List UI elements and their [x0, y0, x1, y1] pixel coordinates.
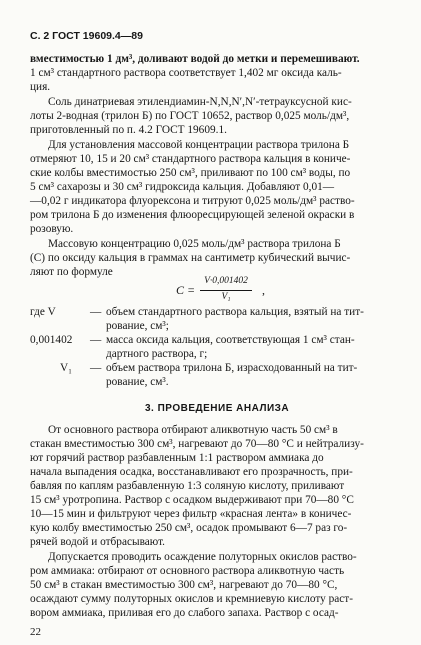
para6-line-3: 50 см³ в стакан вместимостью 300 см³, нагревают до 70—80 °С,: [30, 579, 338, 591]
para5-line-6: 15 см³ уротропина. Раствор с осадком выдерживают при 70—80 °С: [30, 494, 354, 506]
para1-line-2: 1 см³ стандартного раствора соответствует 1,402 мг оксида каль-: [30, 67, 342, 79]
legend-2-symbol: 0,001402: [30, 334, 73, 346]
para3-line-1: Для установления массовой концентрации раствора трилона Б: [48, 139, 350, 151]
formula-numerator: V·0,001402: [204, 276, 248, 286]
para4-line-1: Массовую концентрацию 0,025 моль/дм³ раствора трилона Б: [48, 238, 341, 250]
para3-line-6: ром трилона Б до изменения флюоресцирующей зеленой окраски в: [30, 209, 355, 221]
para4-line-2: (C) по оксиду кальция в граммах на сантиметр кубический вычис-: [30, 252, 351, 264]
para1-line-3: ция.: [30, 81, 51, 93]
legend-2-text: масса оксида кальция, соответствующая 1 см³ стан-: [106, 334, 355, 346]
legend-1-cont: рование, см³;: [106, 320, 169, 332]
para6-line-2: ром аммиака: отбирают от основного раствора аликвотную часть: [30, 565, 345, 577]
para3-line-2: отмеряют 10, 15 и 20 см³ стандартного раствора кальция в кониче-: [30, 153, 351, 165]
para3-line-4: 5 см³ сахарозы и 30 см³ гидроксида кальция. Добавляют 0,01—: [30, 181, 335, 193]
para3-line-3: ские колбы вместимостью 250 см³, приливают по 100 см³ воды, по: [30, 167, 351, 179]
formula-tail: ,: [262, 283, 265, 297]
para5-line-5: бавляя по каплям разбавленную 1:3 соляную кислоту, приливают: [30, 480, 345, 492]
para2-line-1: Соль динатриевая этилендиамин-N,N,N′,N′-тетрауксусной кис-: [48, 96, 352, 108]
legend-2-dash: —: [90, 334, 102, 346]
para6-line-1: Допускается проводить осаждение полуторных окислов раство-: [48, 551, 357, 563]
legend-3-text: объем раствора трилона Б, израсходованный на тит-: [106, 362, 358, 374]
para5-line-2: стакан вместимостью 300 см³, нагревают до 70—80 °С и нейтрализу-: [30, 438, 364, 450]
legend-1-symbol: где V: [30, 306, 56, 318]
formula-fraction-bar: [200, 290, 252, 291]
para6-line-5: вором аммиака, приливая его до слабого запаха. Раствор с осад-: [30, 607, 339, 619]
legend-2-cont: дартного раствора, г;: [106, 348, 208, 360]
para5-line-9: рячей водой и отбрасывают.: [30, 536, 165, 548]
para5-line-4: начала выпадения осадка, восстанавливают его прозрачность, при-: [30, 466, 353, 478]
page-number: 22: [30, 626, 41, 638]
page-header: С. 2 ГОСТ 19609.4—89: [30, 30, 143, 42]
para5-line-7: 10—15 мин и фильтруют через фильтр «красная лента» в коничес-: [30, 508, 352, 520]
legend-3-cont: рование, см³.: [106, 376, 169, 388]
para5-line-3: ют горячий раствор разбавленным 1:1 раствором аммиака до: [30, 452, 324, 464]
para5-line-8: кую колбу вместимостью 250 см³, осадок промывают 6—7 раз го-: [30, 522, 348, 534]
para2-line-2: лоты 2-водная (трилон Б) по ГОСТ 10652, раствор 0,025 моль/дм³,: [30, 110, 350, 122]
formula-lhs: C =: [176, 283, 196, 297]
para4-line-3: ляют по формуле: [30, 266, 113, 278]
formula-denominator: V₁: [221, 292, 231, 302]
para3-line-7: розовую.: [30, 223, 74, 235]
para2-line-3: приготовленный по п. 4.2 ГОСТ 19609.1.: [30, 124, 227, 136]
legend-1-text: объем стандартного раствора кальция, взятый на тит-: [106, 306, 364, 318]
para5-line-1: От основного раствора отбирают аликвотную часть 50 см³ в: [48, 424, 338, 436]
section-title: 3. ПРОВЕДЕНИЕ АНАЛИЗА: [145, 403, 290, 414]
legend-1-dash: —: [90, 306, 102, 318]
legend-3-symbol: V₁: [60, 362, 73, 374]
legend-3-dash: —: [90, 362, 102, 374]
para1-line-1: вместимостью 1 дм³, доливают водой до метки и перемешивают.: [30, 53, 360, 65]
para6-line-4: осаждают сумму полуторных окислов и кремниевую кислоту раст-: [30, 593, 353, 605]
para3-line-5: —0,02 г индикатора флуорексона и титруют 0,025 моль/дм³ раство-: [30, 195, 355, 207]
